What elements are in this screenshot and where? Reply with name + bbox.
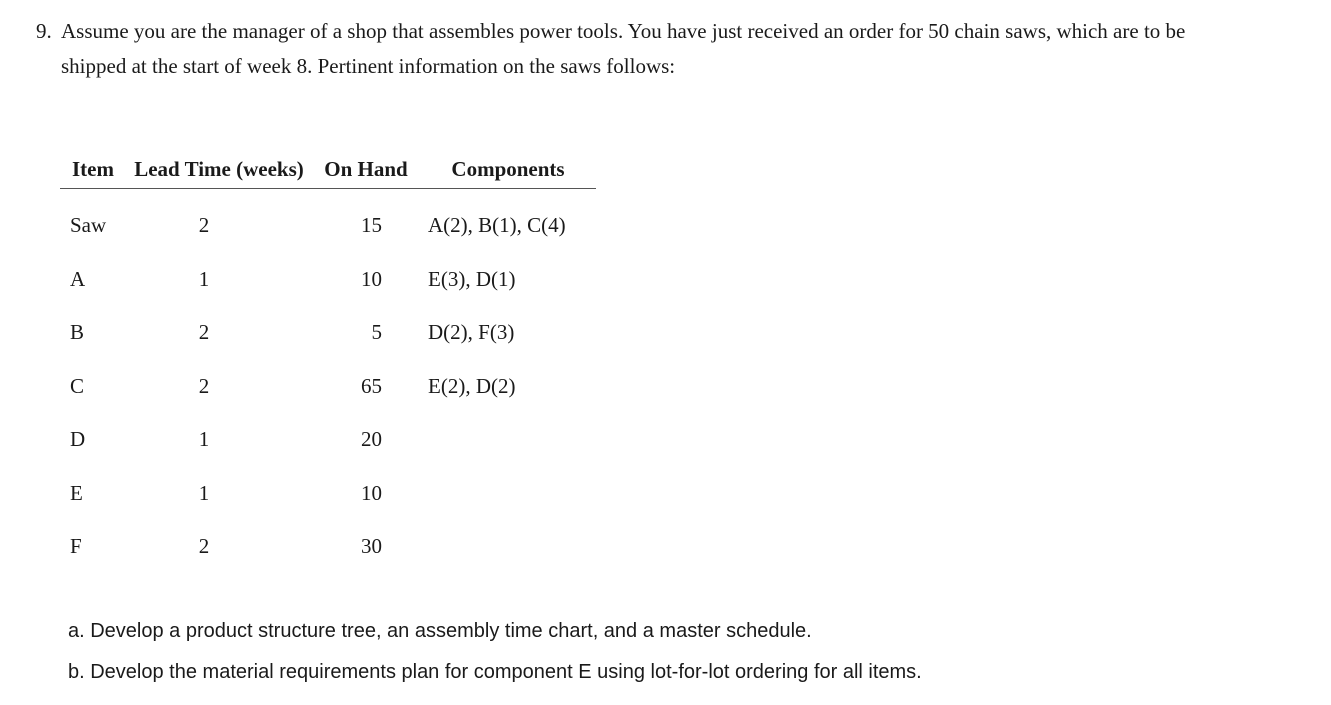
cell-on-hand: 20 [361, 427, 382, 452]
bill-of-materials-table [60, 150, 596, 574]
cell-on-hand: 30 [361, 534, 382, 559]
table-row [60, 306, 596, 360]
table-row [60, 253, 596, 307]
cell-item: C [70, 373, 85, 398]
cell-components: D(2), F(3) [428, 320, 515, 345]
cell-item: E [70, 480, 83, 505]
header-components: Components [420, 150, 596, 189]
table-row [60, 189, 596, 253]
part-b-text: b. Develop the material requirements plan for component E using lot-for-lot ordering for all items. [68, 661, 922, 683]
cell-lead-time: 1 [198, 266, 210, 291]
cell-components [420, 520, 596, 574]
cell-lead-time: 2 [198, 534, 210, 559]
cell-item: A [70, 266, 86, 291]
header-item: Item [60, 150, 126, 189]
cell-components: E(2), D(2) [428, 373, 516, 398]
cell-on-hand: 10 [361, 480, 382, 505]
table-header-row [60, 150, 596, 189]
cell-item: B [70, 320, 85, 345]
cell-components: E(3), D(1) [428, 266, 516, 291]
cell-lead-time: 2 [198, 373, 210, 398]
question-number: 9. [36, 19, 52, 43]
cell-lead-time: 2 [198, 320, 210, 345]
cell-item: F [70, 534, 82, 559]
question-text [36, 14, 1326, 84]
question-line-1 [36, 14, 1326, 49]
cell-lead-time: 1 [198, 427, 210, 452]
cell-components: A(2), B(1), C(4) [428, 213, 566, 238]
question-line-1-text: Assume you are the manager of a shop that assembles power tools. You have just received an order for 50 chain saws, which are to be [61, 19, 1186, 43]
cell-item: D [70, 427, 86, 452]
cell-components [420, 413, 596, 467]
table-row [60, 520, 596, 574]
cell-lead-time: 1 [198, 480, 210, 505]
cell-on-hand: 15 [361, 213, 382, 238]
cell-on-hand: 10 [361, 266, 382, 291]
table-row [60, 467, 596, 521]
header-on-hand: On Hand [312, 150, 420, 189]
table-row [60, 360, 596, 414]
header-lead-time: Lead Time (weeks) [126, 150, 312, 189]
cell-on-hand: 5 [371, 320, 382, 345]
part-a-text: a. Develop a product structure tree, an assembly time chart, and a master schedule. [68, 620, 812, 642]
cell-on-hand: 65 [361, 373, 382, 398]
cell-components [420, 467, 596, 521]
question-line-2: shipped at the start of week 8. Pertinent information on the saws follows: [61, 54, 676, 78]
table-row [60, 413, 596, 467]
cell-item: Saw [70, 213, 107, 238]
cell-lead-time: 2 [198, 213, 210, 238]
